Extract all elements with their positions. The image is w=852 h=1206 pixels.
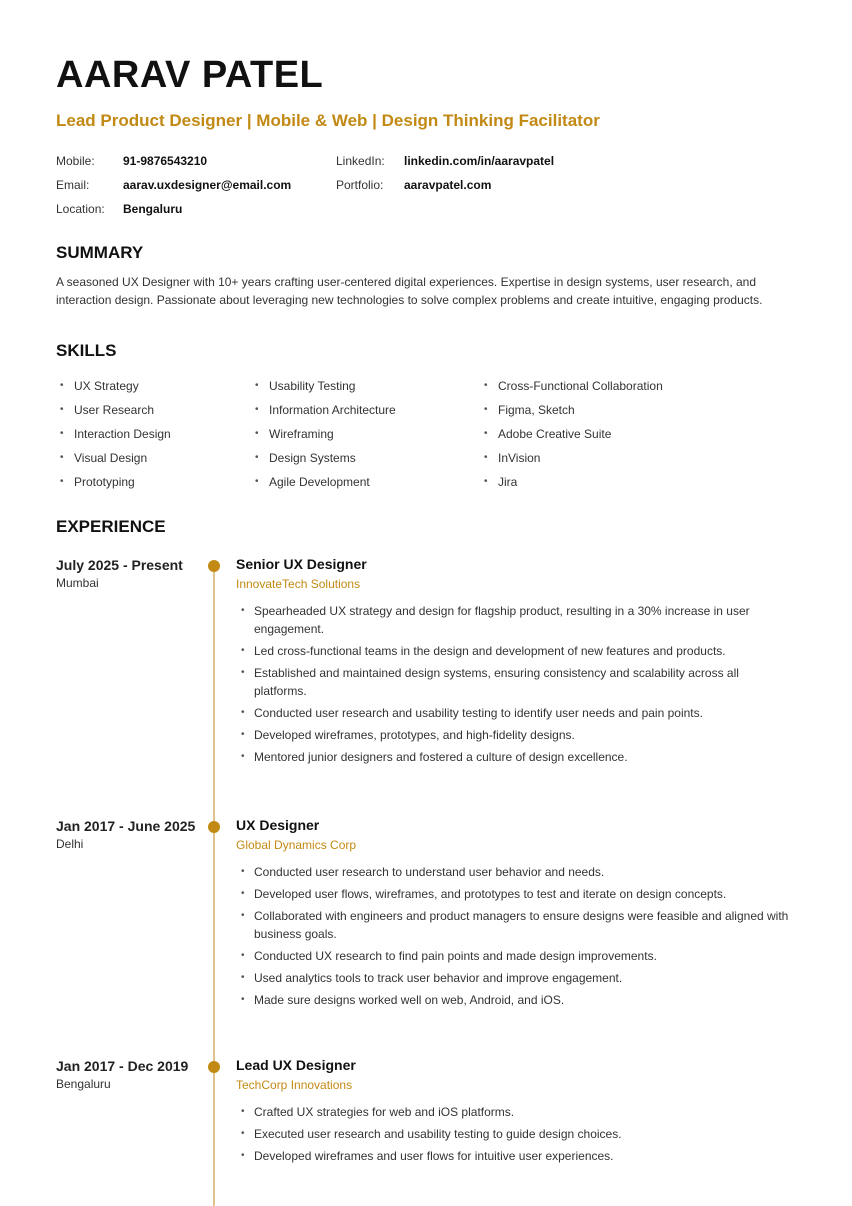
job-bullet: • Led cross-functional teams in the design and development of new features and products. (236, 642, 792, 660)
location-value: Bengaluru (123, 202, 183, 216)
portfolio-value[interactable]: aaravpatel.com (404, 178, 492, 192)
mobile-label: Mobile: (56, 154, 95, 168)
timeline-dot (208, 821, 220, 833)
linkedin-label: LinkedIn: (336, 154, 385, 168)
summary-title: SUMMARY (56, 243, 144, 262)
contact-mobile (56, 153, 208, 169)
experience-title: EXPERIENCE (56, 517, 166, 536)
skills-title: SKILLS (56, 341, 117, 360)
email-value[interactable]: aarav.uxdesigner@email.com (123, 178, 292, 192)
skill-item: • Prototyping (56, 470, 171, 494)
linkedin-value[interactable]: linkedin.com/in/aaravpatel (404, 154, 555, 168)
skill-item: • Cross-Functional Collaboration (480, 374, 663, 398)
job-bullet: • Developed wireframes, prototypes, and high-fidelity designs. (236, 726, 792, 744)
summary-text: A seasoned UX Designer with 10+ years crafting user-centered digital experiences. Expertise in design systems, user research, and interaction design. Passionate about leveraging new technologies to solve complex problems and create intuitive, engaging products. (56, 275, 763, 307)
headline: Lead Product Designer | Mobile & Web | Design Thinking Facilitator (56, 111, 600, 130)
job-role: Senior UX Designer (236, 556, 367, 572)
job-bullet: • Established and maintained design systems, ensuring consistency and scalability across all platforms. (236, 664, 792, 700)
skills-column-3 (480, 374, 663, 494)
job-bullet: • Made sure designs worked well on web, Android, and iOS. (236, 991, 792, 1009)
skill-item: • Agile Development (251, 470, 396, 494)
job-bullet: • Spearheaded UX strategy and design for flagship product, resulting in a 30% increase in user engagement. (236, 602, 792, 638)
skill-item: • User Research (56, 398, 171, 422)
job-location: Bengaluru (56, 1077, 111, 1091)
job-location: Delhi (56, 837, 84, 851)
job-bullets (236, 863, 792, 1013)
job-date: Jan 2017 - Dec 2019 (56, 1058, 189, 1074)
job-bullet: • Mentored junior designers and fostered a culture of design excellence. (236, 748, 792, 766)
contact-portfolio (336, 177, 492, 193)
skill-item: • Visual Design (56, 446, 171, 470)
portfolio-label: Portfolio: (336, 178, 384, 192)
skill-item: • Interaction Design (56, 422, 171, 446)
contact-email (56, 177, 292, 193)
candidate-name: AARAV PATEL (56, 54, 324, 96)
job-bullets (236, 602, 792, 770)
skill-item: • UX Strategy (56, 374, 171, 398)
skill-item: • Usability Testing (251, 374, 396, 398)
job-company: Global Dynamics Corp (236, 838, 357, 852)
job-date: Jan 2017 - June 2025 (56, 818, 196, 834)
job-bullet: • Conducted UX research to find pain points and made design improvements. (236, 947, 792, 965)
skill-item: • InVision (480, 446, 663, 470)
skill-item: • Figma, Sketch (480, 398, 663, 422)
job-bullet: • Executed user research and usability testing to guide design choices. (236, 1125, 792, 1143)
skill-item: • Information Architecture (251, 398, 396, 422)
skills-column-2 (251, 374, 396, 494)
job-bullet: • Developed wireframes and user flows for intuitive user experiences. (236, 1147, 792, 1165)
job-company: InnovateTech Solutions (236, 577, 361, 591)
skill-item: • Wireframing (251, 422, 396, 446)
job-bullet: • Conducted user research to understand user behavior and needs. (236, 863, 792, 881)
job-bullet: • Developed user flows, wireframes, and prototypes to test and iterate on design concepts. (236, 885, 792, 903)
job-location: Mumbai (56, 576, 99, 590)
email-label: Email: (56, 178, 90, 192)
skill-item: • Adobe Creative Suite (480, 422, 663, 446)
job-bullets (236, 1103, 792, 1169)
job-bullet: • Collaborated with engineers and product managers to ensure designs were feasible and aligned with business goals. (236, 907, 792, 943)
contact-linkedin (336, 153, 555, 169)
job-bullet: • Conducted user research and usability testing to identify user needs and pain points. (236, 704, 792, 722)
location-label: Location: (56, 202, 105, 216)
skill-item: • Design Systems (251, 446, 396, 470)
job-role: UX Designer (236, 817, 320, 833)
contact-location (56, 201, 183, 217)
job-bullet: • Used analytics tools to track user behavior and improve engagement. (236, 969, 792, 987)
timeline-dot (208, 1061, 220, 1073)
job-company: TechCorp Innovations (236, 1078, 353, 1092)
job-bullet: • Crafted UX strategies for web and iOS platforms. (236, 1103, 792, 1121)
job-date: July 2025 - Present (56, 557, 183, 573)
skills-column-1 (56, 374, 171, 494)
mobile-value: 91-9876543210 (123, 154, 208, 168)
timeline-dot (208, 560, 220, 572)
job-role: Lead UX Designer (236, 1057, 356, 1073)
timeline-line (213, 564, 215, 1206)
skill-item: • Jira (480, 470, 663, 494)
